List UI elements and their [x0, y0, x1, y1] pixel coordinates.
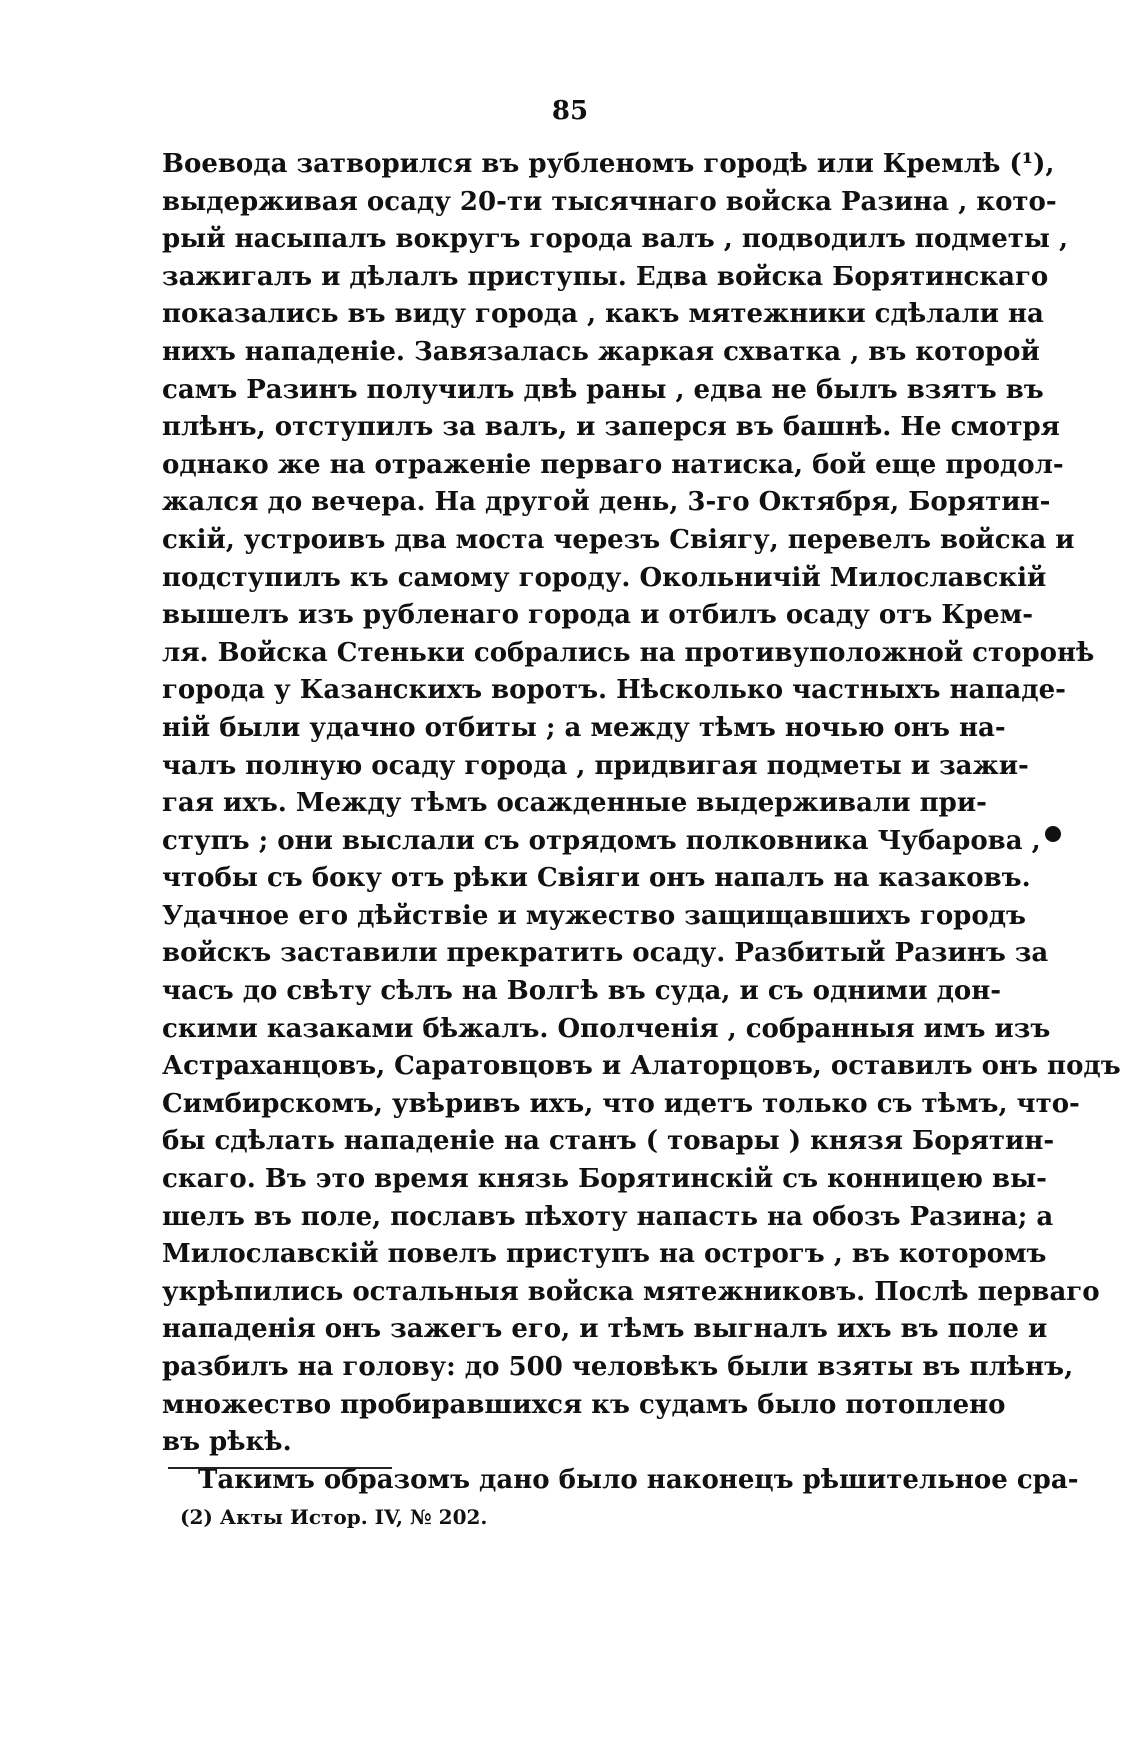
- margin-dot-mark: [1045, 826, 1061, 842]
- text-line: бы сдѣлать нападеніе на станъ ( товары ) князя Борятин-: [162, 1126, 1055, 1157]
- text-line: чалъ полную осаду города , придвигая подметы и зажи-: [162, 750, 1029, 781]
- text-line: войскъ заставили прекратить осаду. Разбитый Разинъ за: [162, 938, 1049, 969]
- page-number: 85: [551, 96, 589, 126]
- text-line: зажигалъ и дѣлалъ приступы. Едва войска Борятинскаго: [162, 261, 1049, 292]
- text-line: города у Казанскихъ воротъ. Нѣсколько частныхъ нападе-: [162, 675, 1066, 706]
- text-line: ля. Войска Стеньки собрались на противуположной сторонѣ: [162, 637, 1095, 668]
- footnote-rule: [168, 1467, 392, 1469]
- text-line: Симбирскомъ, увѣривъ ихъ, что идетъ только съ тѣмъ, что-: [162, 1088, 1080, 1119]
- text-line: Такимъ образомъ дано было наконецъ рѣшительное сра-: [198, 1464, 1079, 1495]
- text-line: чтобы съ боку отъ рѣки Свіяги онъ напалъ на казаковъ.: [162, 863, 1031, 894]
- text-line: выдерживая осаду 20-ти тысячнаго войска Разина , кото-: [162, 186, 1057, 217]
- text-line: Воевода затворился въ рубленомъ городѣ или Кремлѣ (¹),: [162, 149, 1055, 179]
- text-line: самъ Разинъ получилъ двѣ раны , едва не былъ взятъ въ: [162, 374, 1044, 405]
- text-line: Астраханцовъ, Саратовцовъ и Алаторцовъ, оставилъ онъ подъ: [162, 1051, 1121, 1082]
- text-line: плѣнъ, отступилъ за валъ, и заперся въ башнѣ. Не смотря: [162, 412, 1060, 443]
- text-line: ступъ ; они выслали съ отрядомъ полковника Чубарова ,: [162, 825, 1041, 856]
- text-line: множество пробиравшихся къ судамъ было потоплено: [162, 1389, 1006, 1420]
- text-line: вышелъ изъ рубленаго города и отбилъ осаду отъ Крем-: [162, 600, 1034, 631]
- text-line: укрѣпились остальныя войска мятежниковъ. Послѣ перваго: [162, 1276, 1100, 1307]
- text-line: разбилъ на голову: до 500 человѣкъ были взяты въ плѣнъ,: [162, 1352, 1074, 1382]
- text-line: подступилъ къ самому городу. Окольничій Милославскій: [162, 562, 1047, 593]
- text-line: часъ до свѣту сѣлъ на Волгѣ въ суда, и съ одними дон-: [162, 976, 1002, 1007]
- text-line: Милославскій повелъ приступъ на острогъ , въ которомъ: [162, 1239, 1047, 1270]
- text-line: рый насыпалъ вокругъ города валъ , подводилъ подметы ,: [162, 224, 1069, 255]
- body-text: [162, 146, 1121, 1499]
- text-line: нихъ нападеніе. Завязалась жаркая схватка , въ которой: [162, 336, 1040, 367]
- text-line: скаго. Въ это время князь Борятинскій съ конницею вы-: [162, 1164, 1047, 1195]
- text-line: гая ихъ. Между тѣмъ осажденные выдерживали при-: [162, 788, 987, 819]
- text-line: въ рѣкѣ.: [162, 1427, 292, 1458]
- text-line: Удачное его дѣйствіе и мужество защищавшихъ городъ: [162, 900, 1026, 931]
- text-line: скими казаками бѣжалъ. Ополченія , собранныя имъ изъ: [162, 1013, 1051, 1044]
- text-line: показались въ виду города , какъ мятежники сдѣлали на: [162, 299, 1044, 330]
- footnote: (2) Акты Истор. IV, № 202.: [180, 1505, 488, 1529]
- text-line: скій, устроивъ два моста черезъ Свіягу, перевелъ войска и: [162, 524, 1075, 555]
- text-line: шелъ въ поле, пославъ пѣхоту напасть на обозъ Разина; а: [162, 1201, 1054, 1232]
- text-line: нападенія онъ зажегъ его, и тѣмъ выгналъ ихъ въ поле и: [162, 1314, 1048, 1345]
- text-line: жался до вечера. На другой день, 3-го Октября, Борятин-: [162, 487, 1051, 518]
- text-line: однако же на отраженіе перваго натиска, бой еще продол-: [162, 449, 1064, 480]
- text-line: ній были удачно отбиты ; а между тѣмъ ночью онъ на-: [162, 712, 1006, 743]
